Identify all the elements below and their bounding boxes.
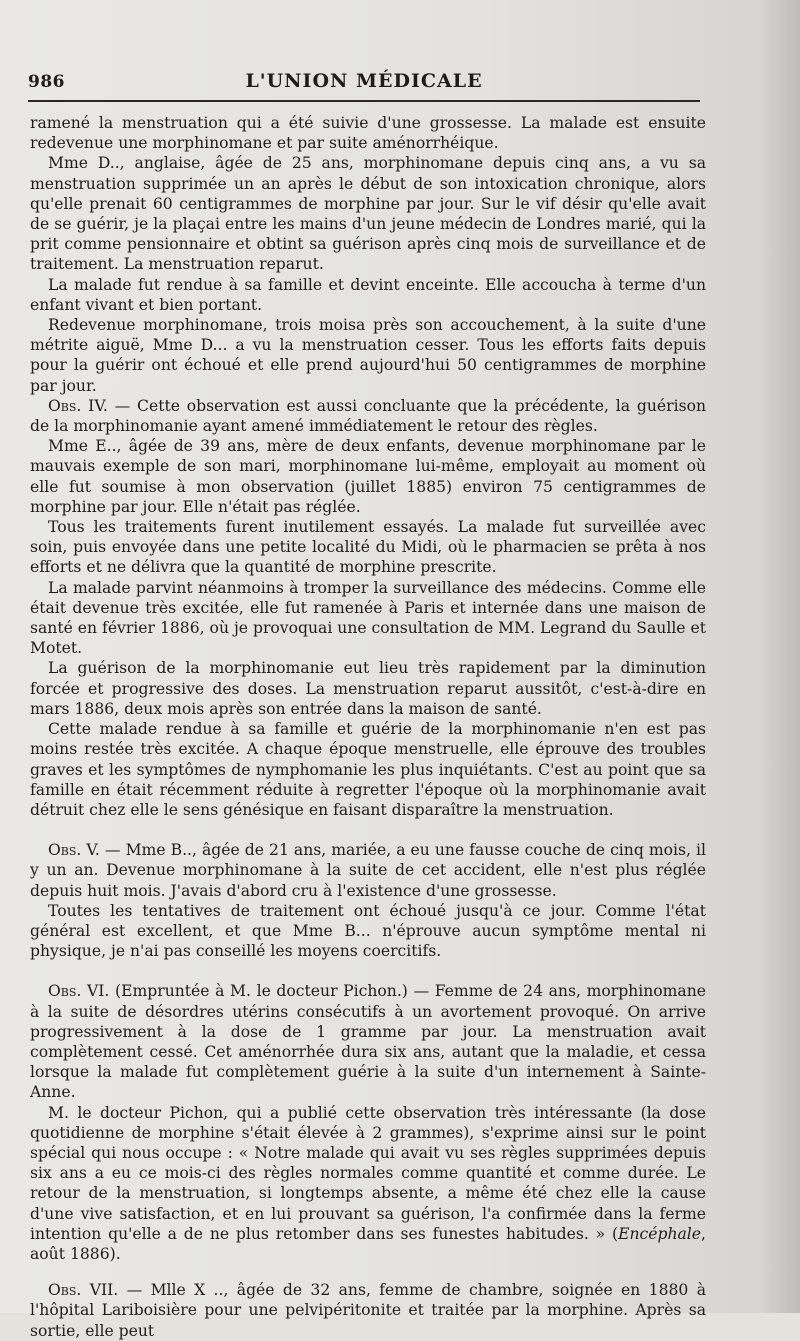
observation-label: Obs. IV.: [48, 396, 108, 415]
title-m: Mme: [48, 437, 88, 456]
source-title: Encéphale: [618, 1224, 702, 1243]
paragraph: La malade fut rendue à sa famille et devint enceinte. Elle accoucha à terme d'un enfant vivant et bien portant.: [30, 275, 706, 314]
observation-label: Obs. VI.: [48, 982, 110, 1001]
article-body: [30, 113, 706, 1341]
page-number: 986: [28, 72, 65, 92]
observation-label: Obs. V.: [48, 841, 100, 860]
journal-title: L'UNION MÉDICALE: [245, 70, 483, 92]
paragraph: M. le docteur Pichon, qui a publié cette observation très intéressante (la dose quotidienne de morphine s'était élevée à 2 grammes), s'exprime ainsi sur le point spécial qui nous occupe : « Notre malade qui avait vu ses règles supprimées depuis six ans a eu ce mois-ci des règles normales comme quantité et comme durée. Le retour de la menstruation, si longtemps absente, a même été chez elle la cause d'une vive satisfaction, et en lui prouvant sa guérison, l'a confirmée dans la ferme intention qu'elle a de ne plus retomber dans ses funestes habitudes. » (Encéphale, août 1886).: [30, 1103, 706, 1263]
paragraph: Obs. V. — Mme B.., âgée de 21 ans, mariée, a eu une fausse couche de cinq mois, il y un an. Devenue morphinomane à la suite de cet accident, elle n'est plus réglée depuis huit mois. J'avais d'abord cru à l'existence d'une grossesse.: [30, 841, 706, 900]
paragraph: La malade parvint néanmoins à tromper la surveillance des médecins. Comme elle était devenue très excitée, elle fut ramenée à Paris et internée dans une maison de santé en février 1886, où je provoquai une consultation de MM. Legrand du Saulle et Motet.: [30, 578, 706, 658]
paragraph: ramené la menstruation qui a été suivie d'une grossesse. La malade est ensuite redevenue une morphinomane et par suite aménorrhéique.: [30, 114, 706, 153]
paragraph: Mme E.., âgée de 39 ans, mère de deux enfants, devenue morphinomane par le mauvais exemple de son mari, morphinomane lui-même, employait au moment où elle fut soumise à mon observation (juillet 1885) environ 75 centigrammes de morphine par jour. Elle n'était pas réglée.: [30, 437, 706, 516]
title-m: Mme: [152, 336, 193, 355]
paragraph: Toutes les tentatives de traitement ont échoué jusqu'à ce jour. Comme l'état général est excellent, et que Mme B... n'éprouve aucun symptôme mental ni physique, je n'ai pas conseillé les moyens coercitifs.: [30, 901, 706, 961]
title-m: Mme: [125, 841, 166, 860]
observation-label: Obs. VII.: [48, 1281, 119, 1300]
paragraph: Obs. VII. — Mlle X .., âgée de 32 ans, femme de chambre, soignée en 1880 à l'hôpital Lariboisière pour une pelvipéritonite et traitée par la morphine. Après sa sortie, elle peut: [30, 1281, 707, 1340]
paragraph: Mme D.., anglaise, âgée de 25 ans, morphinomane depuis cinq ans, a vu sa menstruation supprimée un an après le début de son intoxication chronique, alors qu'elle prenait 60 centigrammes de morphine par jour. Sur le vif désir qu'elle avait de se guérir, je la plaçai entre les mains d'un jeune médecin de Londres marié, qui la prit comme pensionnaire et obtint sa guérison après cinq mois de surveillance et de traitement. La menstruation reparut.: [30, 154, 706, 274]
title-m: Mme: [292, 921, 333, 940]
paragraph: Obs. VI. (Empruntée à M. le docteur Pichon.) — Femme de 24 ans, morphinomane à la suite de désordres utérins consécutifs à un avortement provoqué. On arrive progressivement à la dose de 1 gramme par jour. La menstruation avait complètement cessé. Cet aménorrhée dura six ans, autant que la maladie, et cessa lorsque la malade fut complètement guérie à la suite d'un internement à Sainte-Anne.: [30, 982, 706, 1102]
page-header: [28, 70, 700, 98]
paragraph: Cette malade rendue à sa famille et guérie de la morphinomanie n'en est pas moins restée très excitée. A chaque époque menstruelle, elle éprouve des troubles graves et les symptômes de nymphomanie les plus inquiétants. C'est au point que sa famille en était récemment réduite à regretter l'époque où la morphinomanie avait détruit chez elle le sens génésique en faisant disparaître la menstruation.: [30, 720, 706, 819]
paragraph: Redevenue morphinomane, trois moisa près son accouchement, à la suite d'une métrite aiguë, Mme D... a vu la menstruation cesser. Tous les efforts faits depuis pour la guérir ont échoué et elle prend aujourd'hui 50 centigrammes de morphine par jour.: [30, 316, 706, 395]
paragraph: Obs. IV. — Cette observation est aussi concluante que la précédente, la guérison de la morphinomanie ayant amené immédiatement le retour des règles.: [30, 396, 706, 436]
paragraph: La guérison de la morphinomanie eut lieu très rapidement par la diminution forcée et progressive des doses. La menstruation reparut aussitôt, c'est-à-dire en mars 1886, deux mois après son entrée dans la maison de santé.: [30, 659, 706, 718]
paragraph: Tous les traitements furent inutilement essayés. La malade fut surveillée avec soin, puis envoyée dans une petite localité du Midi, où le pharmacien se prêta à nos efforts et ne délivra que la quantité de morphine prescrite.: [30, 518, 706, 577]
header-rule: [28, 100, 700, 102]
title-mlle: Mlle: [150, 1281, 186, 1300]
title-m: Mme: [48, 154, 88, 173]
